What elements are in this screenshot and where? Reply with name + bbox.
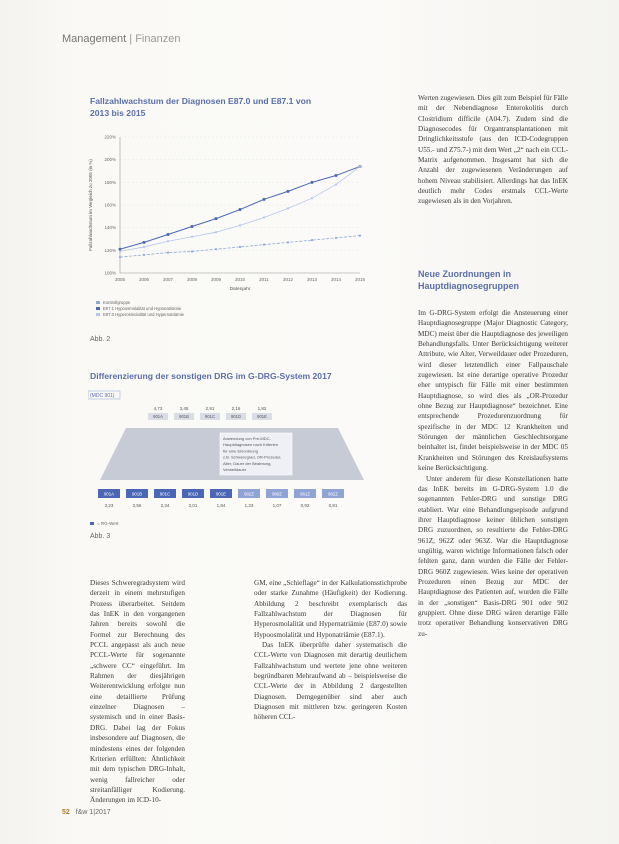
data-point	[167, 240, 169, 242]
data-point	[191, 250, 193, 252]
bottom-drg-code: 962Z	[328, 491, 338, 497]
paragraph: GM, eine „Schieflage“ in der Kalkulationsstichprobe oder starke Zunahme (Häufigkeit) der Kodierung. Abbildung 2 beschreibt exemplarisch das Fallzahlwachstum der Diagnosen für Hyperosmolalität und Hypernatriämie (E87.0) sowie Hypoosmolalität und Hyponatriämie (E87.1).	[254, 579, 407, 639]
text-column-right-bottom	[418, 308, 568, 639]
section-subheading: Neue Zuordnungen in Hauptdiagnosegruppen	[418, 269, 519, 291]
subsection-label: Finanzen	[135, 33, 181, 45]
data-point	[287, 207, 289, 209]
journal-name: f&w 1|2017	[75, 809, 111, 816]
bottom-drg-code: 960Z	[272, 491, 282, 497]
data-point	[311, 181, 314, 184]
data-point	[191, 225, 194, 228]
bottom-value: 0,92	[300, 503, 310, 508]
bottom-drg-code: 901B	[131, 491, 143, 497]
data-point	[335, 184, 337, 186]
data-point	[239, 224, 241, 226]
header-separator: |	[129, 33, 133, 45]
x-tick-label: 2006	[138, 277, 150, 282]
paragraph: Werten zugewiesen. Dies gilt zum Beispiel für Fälle mit der Nebendiagnose Enterokolitis durch Clostridium difficile (A04.7). Zudem sind die Diagnosecodes für Organtransplantationen mit Dringlichkeitsstufe (aus den ICD-Codegruppen U55.- und Z75.7-) mit dem Wert „2“ nach ein CCL-Matrix aufgenommen. Insgesamt hat sich die Anzahl der zugewiesenen Veränderungen auf hohem Niveau stabilisiert. Allerdings hat das InEK deutlich mehr Codes erstmals CCL-Werte zugewiesen als in den Vorjahren.	[418, 94, 568, 206]
criteria-line: Hauptdiagnosen nach Kriterien	[223, 442, 278, 448]
paragraph: Im G-DRG-System erfolgt die Ansteuerung einer Hauptdiagnosegruppe (Major Diagnostic Category, MDC) meist über die Hauptdiagnose des jeweiligen Behandlungsfalls. Unter Berücksichtigung weiterer Attribute, wie Alter, Verweildauer oder Prozeduren, wird dieser letztendlich einer Fallpauschale zugewiesen. Ist eine derartige operative Prozedur eher untypisch für Fälle mit einer bestimmten Hauptdiagnose, so wird dies als „OR-Prozedur ohne Bezug zur Hauptdiagnose“ bezeichnet. Eine entsprechende Prozedurenzuordnung für spezifische in der MDC 12 Krankheiten und Störungen der männlichen Geschlechtsorgane beinhaltet ist, findet beispielsweise in der MDC 05 Krankheiten und Störungen des Kreislaufsystems keine Berücksichtigung.	[418, 309, 568, 473]
x-tick-label: 2007	[162, 277, 174, 282]
y-tick-label: 140%	[104, 225, 116, 231]
data-point	[359, 165, 361, 167]
section-header	[62, 33, 180, 45]
top-value: 4,73	[153, 406, 163, 411]
criteria-line: z.B. Schweregrad, OR-Prozedur,	[223, 454, 282, 460]
data-point	[335, 174, 338, 177]
x-tick-label: 2011	[259, 277, 269, 282]
top-drg-code: 901C	[204, 414, 216, 419]
bottom-value: 0,81	[328, 503, 338, 508]
bottom-value: 1,23	[244, 503, 254, 508]
data-point	[143, 246, 145, 248]
paragraph: Das InEK überprüfte daher systematisch die CCL-Werte von Diagnosen mit derartig deutlichem Fallzahlwachstum und wertete jene ohne weiteren begründbaren Mehraufwand ab – beispielsweise die CCL-Werte der in Abbildung 2 dargestellten Diagnosen. Demgegenüber sind aber auch Diagnosen mit mittleren bzw. geringeren Kosten höheren CCL-	[254, 641, 407, 722]
data-point	[167, 233, 170, 236]
data-point	[287, 241, 289, 243]
legend-item: E87.1 Hypoosmolalität und Hyponatriämie	[96, 306, 184, 312]
drg-diagram	[88, 388, 388, 528]
data-point	[167, 252, 169, 254]
data-point	[215, 217, 218, 220]
x-tick-label: 2010	[234, 277, 246, 282]
chart-legend	[96, 300, 184, 318]
x-tick-label: 2005	[114, 277, 126, 282]
x-tick-label: 2012	[282, 277, 294, 282]
data-point	[119, 250, 121, 252]
top-value: 2,16	[231, 406, 241, 411]
bottom-drg-code: 901D	[187, 491, 199, 497]
data-point	[143, 254, 145, 256]
legend-swatch	[90, 522, 94, 525]
figure1-caption: Abb. 2	[90, 336, 111, 343]
bottom-value: 1,07	[272, 503, 282, 508]
y-tick-label: 220%	[104, 134, 116, 140]
bottom-drg-code: 902Z	[244, 491, 254, 497]
text-column-left	[90, 578, 185, 806]
x-tick-label: 2009	[210, 277, 222, 282]
y-tick-label: 120%	[104, 247, 116, 253]
x-tick-label: 2008	[186, 277, 198, 282]
data-point	[335, 237, 337, 239]
legend-item: Kontrollgruppe	[96, 300, 184, 306]
criteria-line: Verweildauer	[223, 467, 247, 472]
criteria-line: für eine Einordnung	[223, 448, 258, 454]
top-value: 1,82	[257, 406, 267, 411]
section-label: Management	[62, 33, 127, 45]
bottom-value: 2,56	[132, 503, 142, 508]
bottom-drg-code: 901A	[103, 491, 115, 497]
data-point	[359, 235, 361, 237]
paragraph: Unter anderem für diese Konstellationen hatte das InEK bereits im G-DRG-System 1.0 die sogenannten Fehler-DRG und sonstige DRG etabliert. War eine Behandlungsepisode aufgrund ihrer Hauptdiagnose keiner üblichen sonstigen DRG zuzuordnen, so resultierte die Fehler-DRG 961Z, 962Z oder 963Z. War die Hauptdiagnose ungültig, waren wichtige Informationen falsch oder fehlten ganz, dann wurden die Fälle der Fehler-DRG 960Z zugewiesen. Wies keine der operativen Prozeduren einen Bezug zur MDC der Hauptdiagnose des Patienten auf, wurden die Fälle in der „sonstigen“ Basis-DRG 901 oder 902 gruppiert. Ohne diese DRG wären derartige Fälle trotz operativer Behandlung konservativen DRG zu-	[418, 474, 568, 638]
bottom-drg-code: 901C	[159, 491, 171, 497]
legend-item: E87.0 Hyperosmolalität und Hypernatriämie	[96, 312, 184, 318]
figure2-caption: Abb. 3	[90, 533, 111, 540]
top-value: 2,91	[205, 406, 215, 411]
data-point	[287, 190, 290, 193]
top-drg-code: 901E	[257, 414, 267, 419]
bottom-value: 2,01	[188, 503, 198, 508]
top-drg-code: 901D	[230, 414, 242, 419]
bottom-drg-code: 961Z	[300, 491, 310, 497]
x-tick-label: 2013	[306, 277, 318, 282]
y-tick-label: 100%	[104, 270, 116, 276]
top-value: 3,45	[179, 406, 189, 411]
data-point	[215, 248, 217, 250]
y-tick-label: 200%	[104, 157, 116, 163]
data-point	[263, 198, 266, 201]
criteria-line: Anwendung von Pre-MDC-	[223, 436, 271, 441]
data-point	[311, 239, 313, 241]
bottom-drg-code: 901E	[215, 491, 227, 497]
x-tick-label: 2014	[330, 277, 342, 282]
top-drg-code: 901A	[153, 414, 163, 419]
bottom-value: 2,34	[160, 503, 170, 508]
data-point	[143, 241, 146, 244]
data-point	[239, 208, 242, 211]
data-point	[215, 231, 217, 233]
text-column-middle	[254, 578, 407, 723]
data-point	[263, 216, 265, 218]
data-point	[119, 256, 121, 258]
figure1-title: Fallzahlwachstum der Diagnosen E87.0 und E87.1 von 2013 bis 2015	[90, 96, 312, 118]
data-point	[191, 236, 193, 238]
data-point	[263, 244, 265, 246]
rg-legend: = RG-Wert	[97, 521, 119, 526]
y-axis-label: Fallzahlwachstum im Vergleich zu 2005 (in %)	[88, 159, 93, 251]
x-tick-label: 2015	[354, 277, 366, 282]
x-axis-label: Datenjahr	[229, 287, 251, 292]
data-point	[311, 197, 313, 199]
page-footer	[62, 809, 111, 816]
y-tick-label: 160%	[104, 202, 116, 208]
page-number: 52	[62, 809, 70, 816]
bottom-value: 3,23	[104, 503, 114, 508]
series-line	[120, 166, 360, 249]
paragraph: Dieses Schweregradsystem wird derzeit in einem mehrstufigen Prozess überarbeitet. Seitdem das InEK in den vorgangenen Jahren bereits sowohl die Formel zur Berechnung des PCCL angepasst als auch neue PCCL-Werte für sogenannte „schwere CC“ eingeführt. Im Rahmen der diesjährigen Weiterentwicklung erfolgte nun eine detaillierte Prüfung einzelner Diagnosen – systemisch und in einer Basis-DRG. Dabei lag der Fokus insbesondere auf Diagnosen, die mindestens eines der folgenden Kriterien erfüllten: Ähnlichkeit mit dem typischen DRG-Inhalt, wenig fallreicher oder streitanfälliger Kodierung. Änderungen im ICD-10-	[90, 579, 185, 805]
bottom-value: 1,84	[216, 503, 226, 508]
top-drg-code: 901B	[179, 414, 189, 419]
figure2-title: Differenzierung der sonstigen DRG im G-DRG-System 2017	[90, 371, 332, 381]
text-column-right-top	[418, 93, 568, 207]
y-tick-label: 180%	[104, 179, 116, 185]
mdc-label: (MDC 901)	[90, 393, 115, 399]
criteria-line: Alter, Dauer der Beatmung,	[223, 460, 272, 466]
data-point	[239, 246, 241, 248]
data-point	[119, 248, 122, 251]
